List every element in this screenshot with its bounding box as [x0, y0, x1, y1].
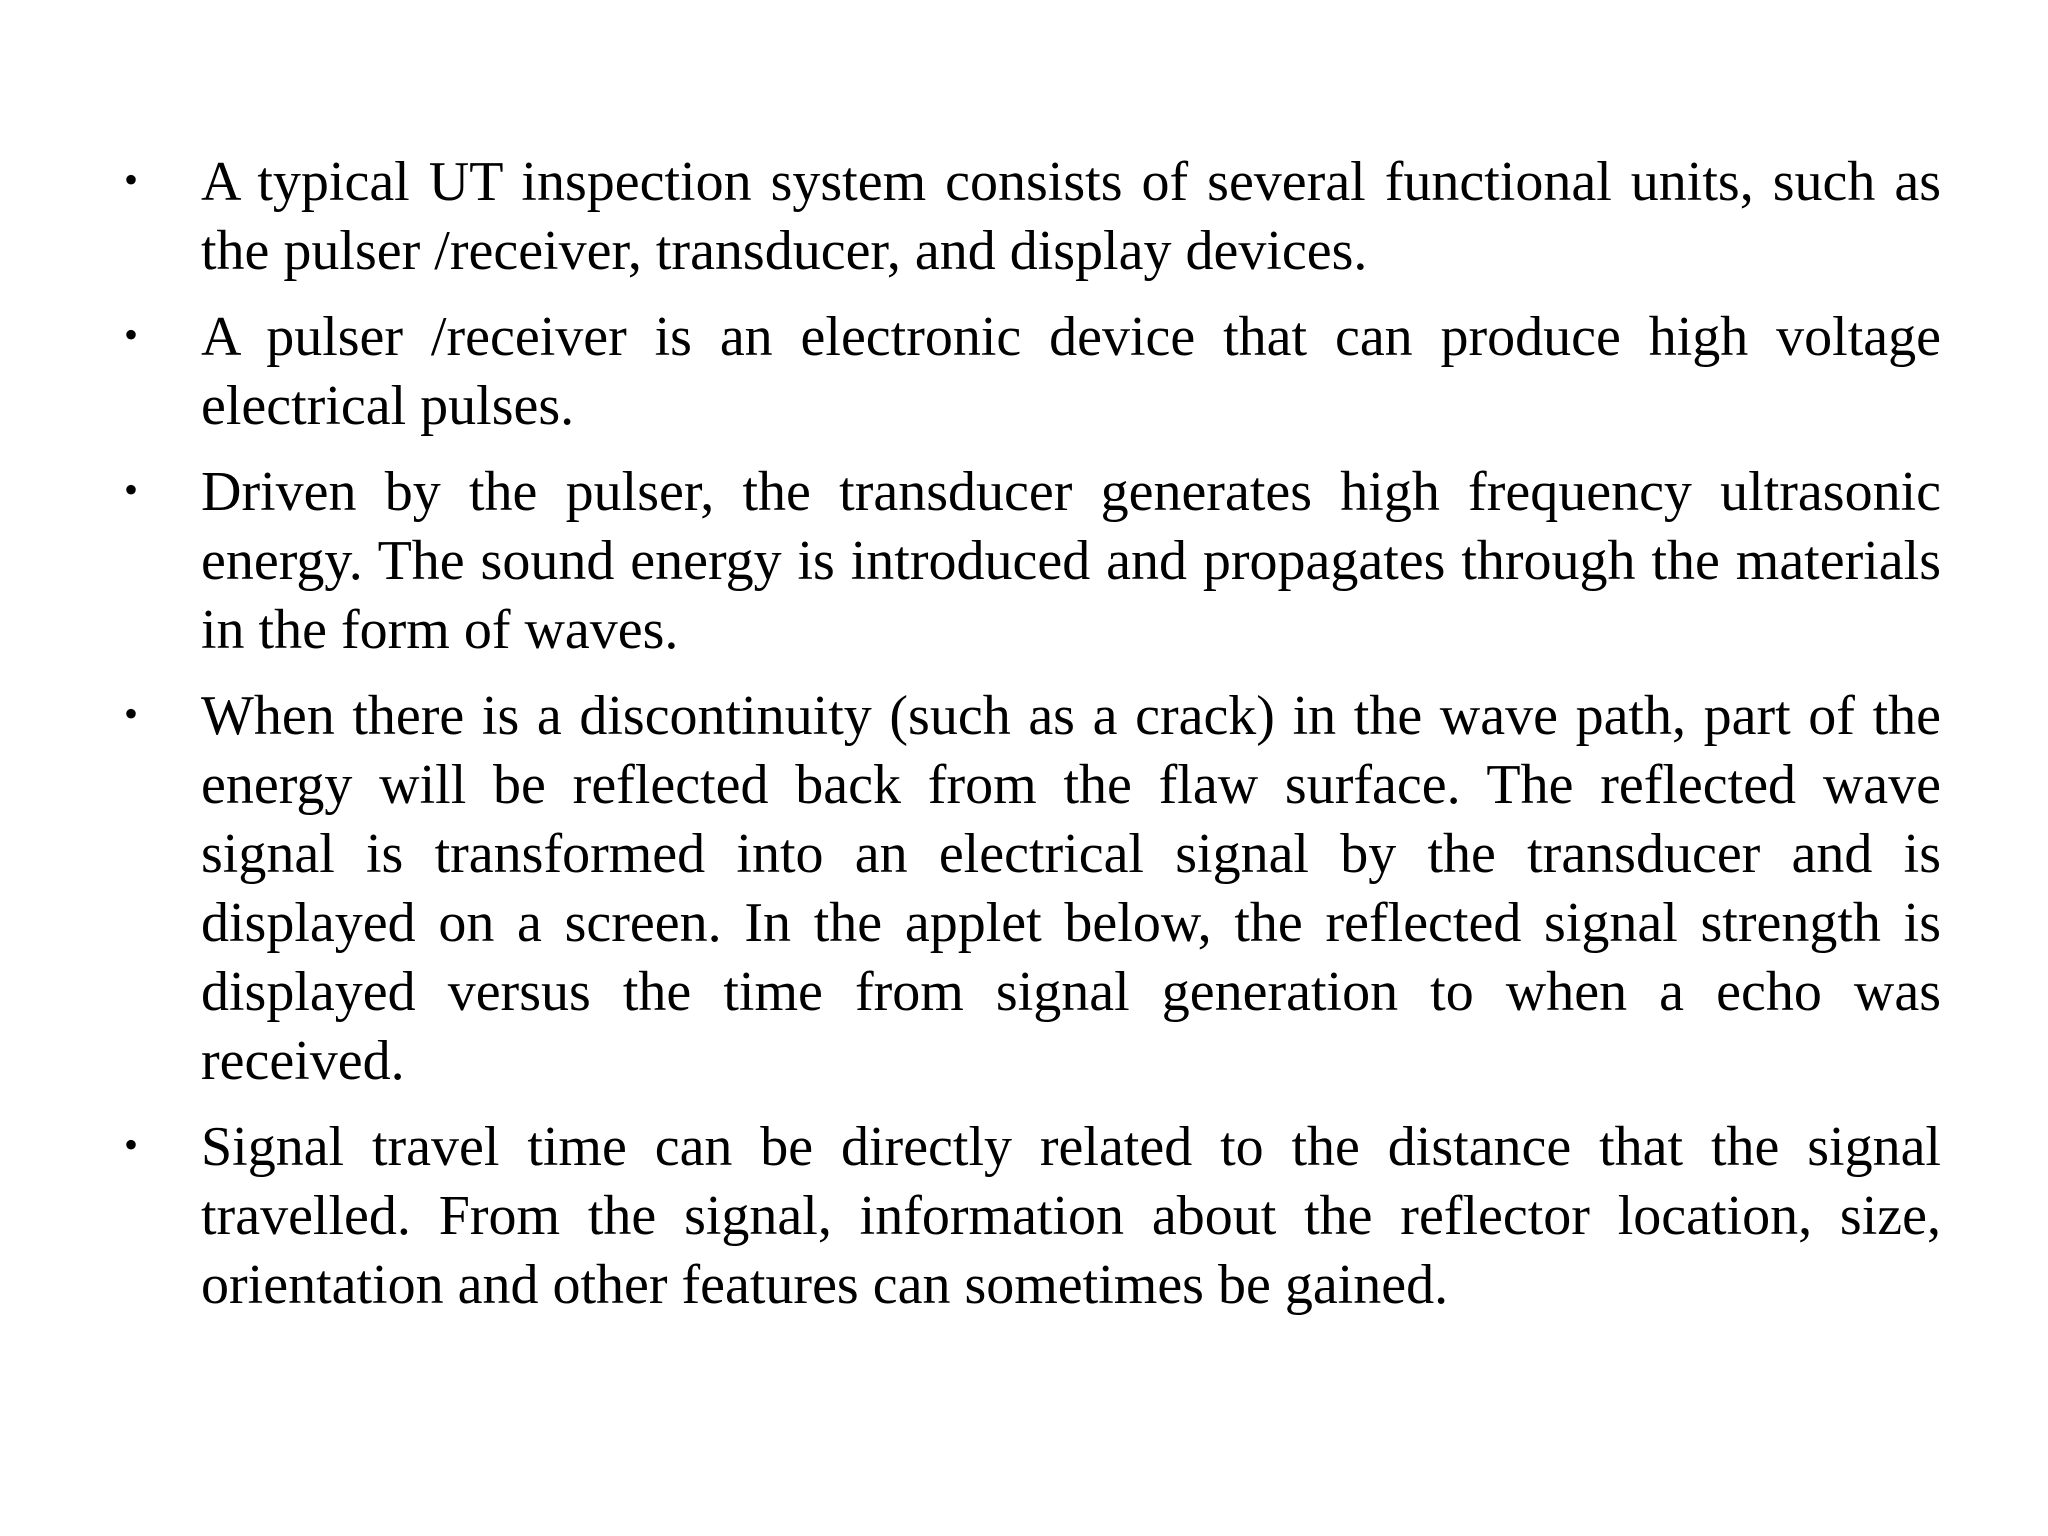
bullet-list	[120, 148, 1940, 1337]
bullet-text: Driven by the pulser, the transducer generates high frequency ultrasonic energy. The sound energy is introduced and propagates through the materials in the form of waves.	[201, 461, 1941, 661]
bullet-dot-icon: •	[124, 312, 139, 357]
bullet-text: A typical UT inspection system consists of several functional units, such as the pulser /receiver, transducer, and display devices.	[201, 151, 1941, 282]
bullet-item-transducer	[120, 458, 1940, 665]
bullet-dot-icon: •	[124, 157, 139, 202]
bullet-text: Signal travel time can be directly related to the distance that the signal travelled. From the signal, information about the reflector location, size, orientation and other features can sometimes be gained.	[201, 1116, 1941, 1316]
bullet-text: A pulser /receiver is an electronic device that can produce high voltage electrical pulses.	[201, 306, 1941, 437]
bullet-dot-icon: •	[124, 691, 139, 736]
bullet-dot-icon: •	[124, 1122, 139, 1167]
bullet-item-discontinuity	[120, 682, 1940, 1096]
bullet-dot-icon: •	[124, 467, 139, 512]
bullet-item-system-units	[120, 148, 1940, 286]
bullet-text: When there is a discontinuity (such as a crack) in the wave path, part of the energy will be reflected back from the flaw surface. The reflected wave signal is transformed into an electrical signal by the transducer and is displayed on a screen. In the applet below, the reflected signal strength is displayed versus the time from signal generation to when a echo was received.	[201, 685, 1941, 1092]
bullet-item-pulser-receiver	[120, 303, 1940, 441]
bullet-item-travel-time	[120, 1113, 1940, 1320]
